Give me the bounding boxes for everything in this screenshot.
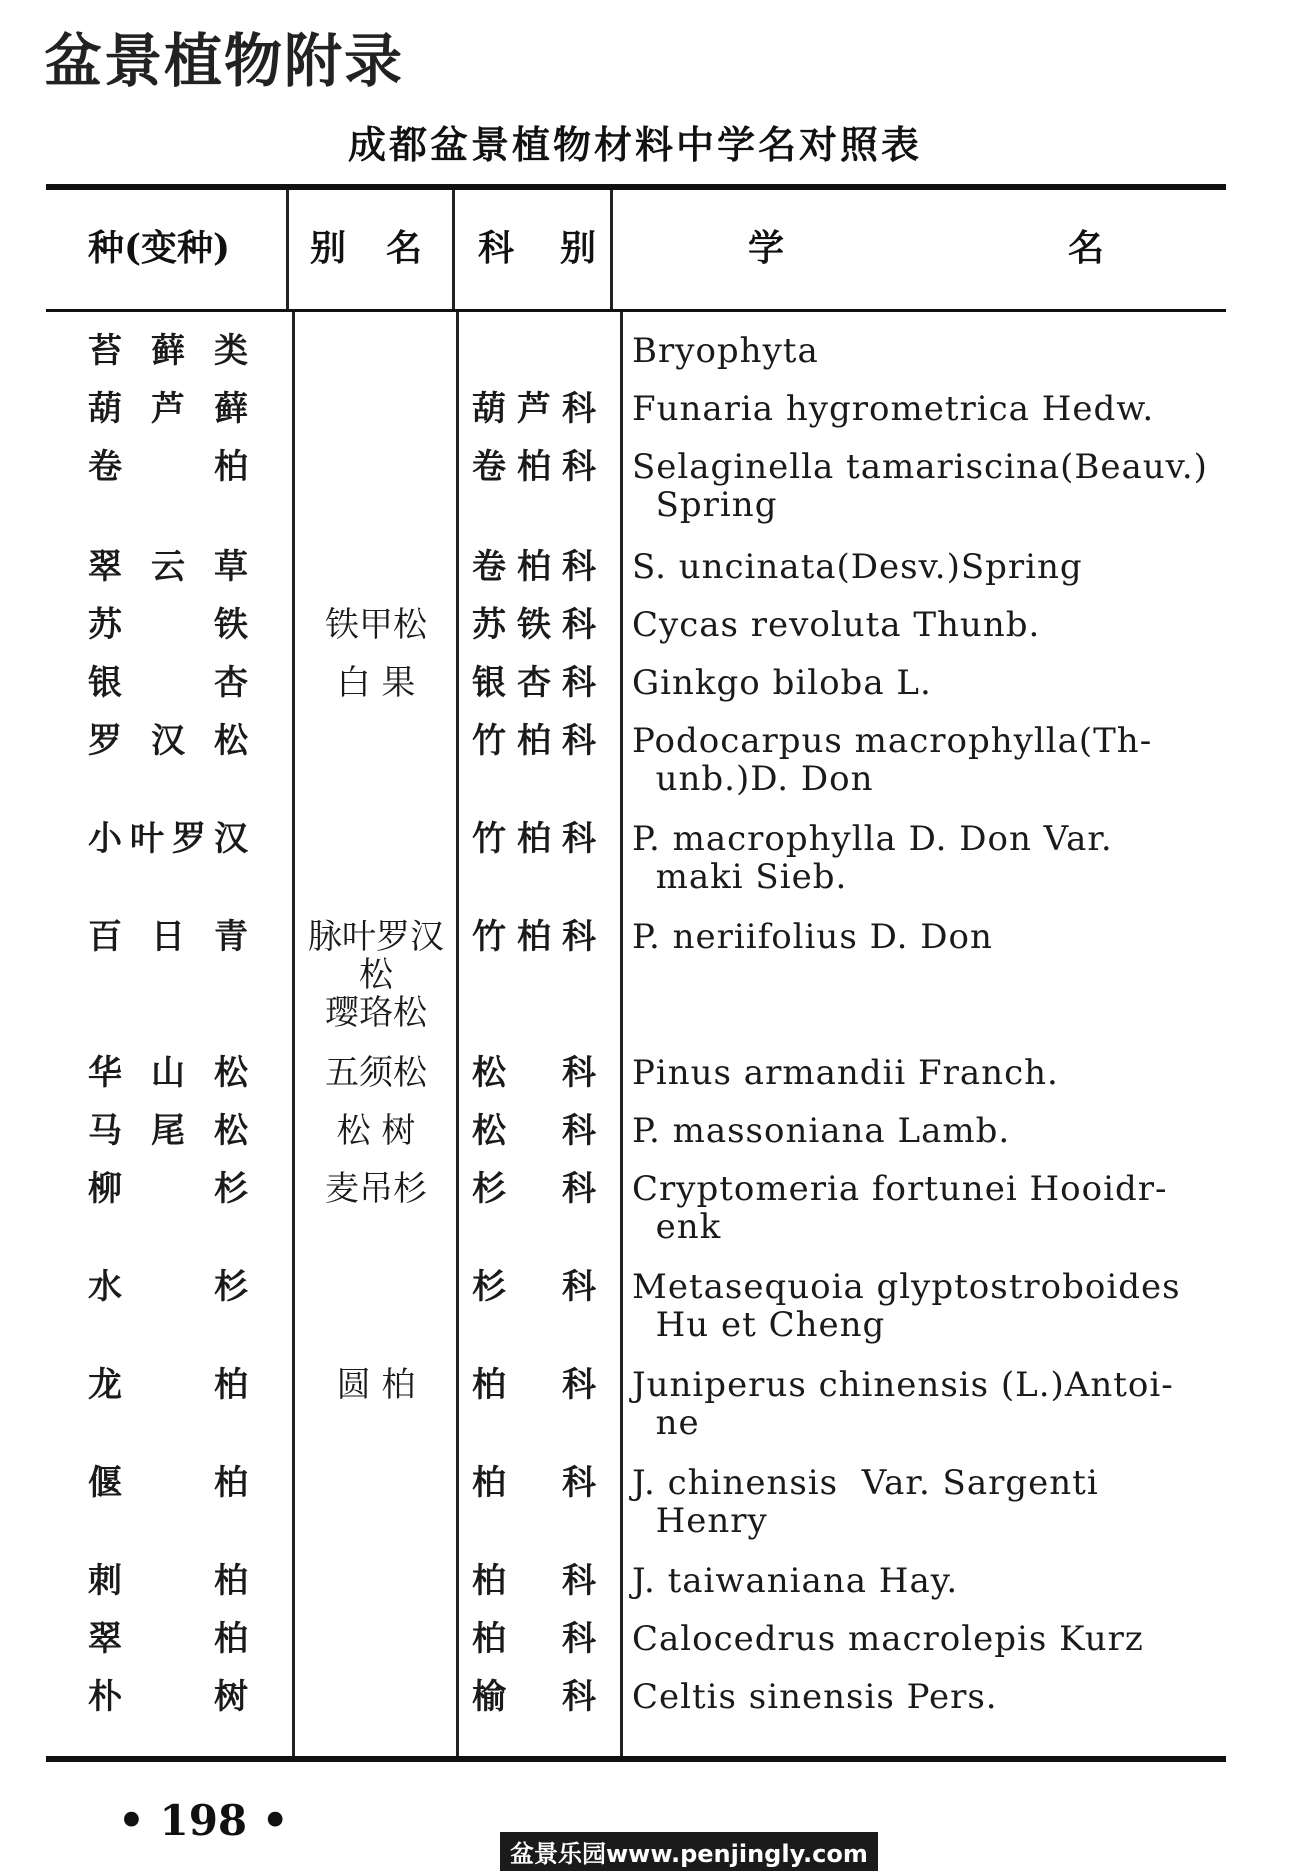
cell-alias (298, 1170, 454, 1208)
cell-scientific-name: P. macrophylla D. Don Var. maki Sieb. (632, 819, 1113, 897)
cell-species: 水杉 (88, 1267, 248, 1307)
cell-species: 翠云草 (88, 547, 248, 587)
cell-scientific-name: J. taiwaniana Hay. (632, 1561, 959, 1601)
cell-alias (298, 1054, 454, 1092)
column-divider (286, 190, 289, 309)
cell-alias-line: 脉叶罗汉 (308, 917, 444, 957)
cell-scientific-name: Podocarpus macrophylla(Th- unb.)D. Don (632, 721, 1153, 799)
cell-species: 华山松 (88, 1053, 248, 1093)
cell-scientific-name: Cryptomeria fortunei Hooidr- enk (632, 1169, 1168, 1247)
cell-species: 翠柏 (88, 1619, 248, 1659)
cell-species: 苏铁 (88, 605, 248, 645)
cell-species: 柳杉 (88, 1169, 248, 1209)
cell-alias-line: 松 树 (336, 1111, 416, 1151)
cell-scientific-name: Pinus armandii Franch. (632, 1053, 1059, 1093)
table-title: 成都盆景植物材料中学名对照表 (347, 123, 922, 167)
cell-alias-line: 松 (359, 955, 393, 995)
cell-alias-line: 白 果 (336, 663, 416, 703)
cell-alias-line: 五须松 (325, 1053, 427, 1093)
cell-family: 竹柏科 (472, 721, 596, 761)
cell-scientific-name: Cycas revoluta Thunb. (632, 605, 1041, 645)
cell-species: 小叶罗汉 (88, 819, 248, 859)
cell-scientific-name: Funaria hygrometrica Hedw. (632, 389, 1155, 429)
cell-family: 葫芦科 (472, 389, 596, 429)
column-divider (620, 312, 623, 1756)
column-divider (292, 312, 295, 1756)
cell-species: 刺柏 (88, 1561, 248, 1601)
cell-family: 卷柏科 (472, 547, 596, 587)
cell-scientific-name: P. neriifolius D. Don (632, 917, 993, 957)
table-header-rule (46, 309, 1226, 312)
cell-scientific-name: Celtis sinensis Pers. (632, 1677, 998, 1717)
cell-scientific-name: J. chinensis Var. Sargenti Henry (632, 1463, 1099, 1541)
cell-alias (298, 918, 454, 1032)
cell-species: 百日青 (88, 917, 248, 957)
cell-family: 榆科 (472, 1677, 596, 1717)
cell-family: 松科 (472, 1111, 596, 1151)
column-header-species: 种(变种) (88, 227, 231, 269)
cell-species: 银杏 (88, 663, 248, 703)
cell-family: 柏科 (472, 1463, 596, 1503)
cell-alias-line: 璎珞松 (325, 993, 427, 1033)
cell-species: 卷柏 (88, 447, 248, 487)
cell-species: 龙柏 (88, 1365, 248, 1405)
cell-scientific-name: S. uncinata(Desv.)Spring (632, 547, 1083, 587)
cell-scientific-name: Metasequoia glyptostroboides Hu et Cheng (632, 1267, 1181, 1345)
cell-scientific-name: Calocedrus macrolepis Kurz (632, 1619, 1144, 1659)
column-divider (456, 312, 459, 1756)
table-bottom-rule (46, 1756, 1226, 1762)
cell-scientific-name: Ginkgo biloba L. (632, 663, 932, 703)
cell-family: 杉科 (472, 1267, 596, 1307)
cell-alias-line: 圆 柏 (336, 1365, 416, 1405)
cell-alias-line: 麦吊杉 (325, 1169, 427, 1209)
column-header-scientific-name-part2: 名 (1068, 227, 1105, 269)
cell-alias (298, 606, 454, 644)
watermark: 盆景乐园www.penjingly.com (500, 1832, 878, 1871)
cell-alias (298, 1366, 454, 1404)
cell-family: 苏铁科 (472, 605, 596, 645)
cell-species: 马尾松 (88, 1111, 248, 1151)
column-header-family: 科别 (478, 227, 643, 269)
cell-family: 杉科 (472, 1169, 596, 1209)
column-header-alias: 别名 (310, 227, 463, 269)
column-header-scientific-name-part1: 学 (748, 227, 785, 269)
page-number: • 198 • (118, 1796, 289, 1845)
cell-scientific-name: Bryophyta (632, 331, 819, 371)
cell-family: 竹柏科 (472, 819, 596, 859)
cell-family: 柏科 (472, 1561, 596, 1601)
cell-species: 偃柏 (88, 1463, 248, 1503)
cell-species: 罗汉松 (88, 721, 248, 761)
cell-alias-line: 铁甲松 (325, 605, 427, 645)
cell-family: 竹柏科 (472, 917, 596, 957)
cell-family: 柏科 (472, 1619, 596, 1659)
cell-species: 苔藓类 (88, 331, 248, 371)
cell-scientific-name: Selaginella tamariscina(Beauv.) Spring (632, 447, 1208, 525)
cell-scientific-name: Juniperus chinensis (L.)Antoi- ne (632, 1365, 1174, 1443)
cell-family: 松科 (472, 1053, 596, 1093)
cell-species: 葫芦藓 (88, 389, 248, 429)
cell-family: 柏科 (472, 1365, 596, 1405)
cell-family: 卷柏科 (472, 447, 596, 487)
cell-alias (298, 664, 454, 702)
cell-family: 银杏科 (472, 663, 596, 703)
cell-scientific-name: P. massoniana Lamb. (632, 1111, 1011, 1151)
section-title: 盆景植物附录 (44, 27, 405, 95)
table-top-rule (46, 184, 1226, 190)
cell-species: 朴树 (88, 1677, 248, 1717)
cell-alias (298, 1112, 454, 1150)
